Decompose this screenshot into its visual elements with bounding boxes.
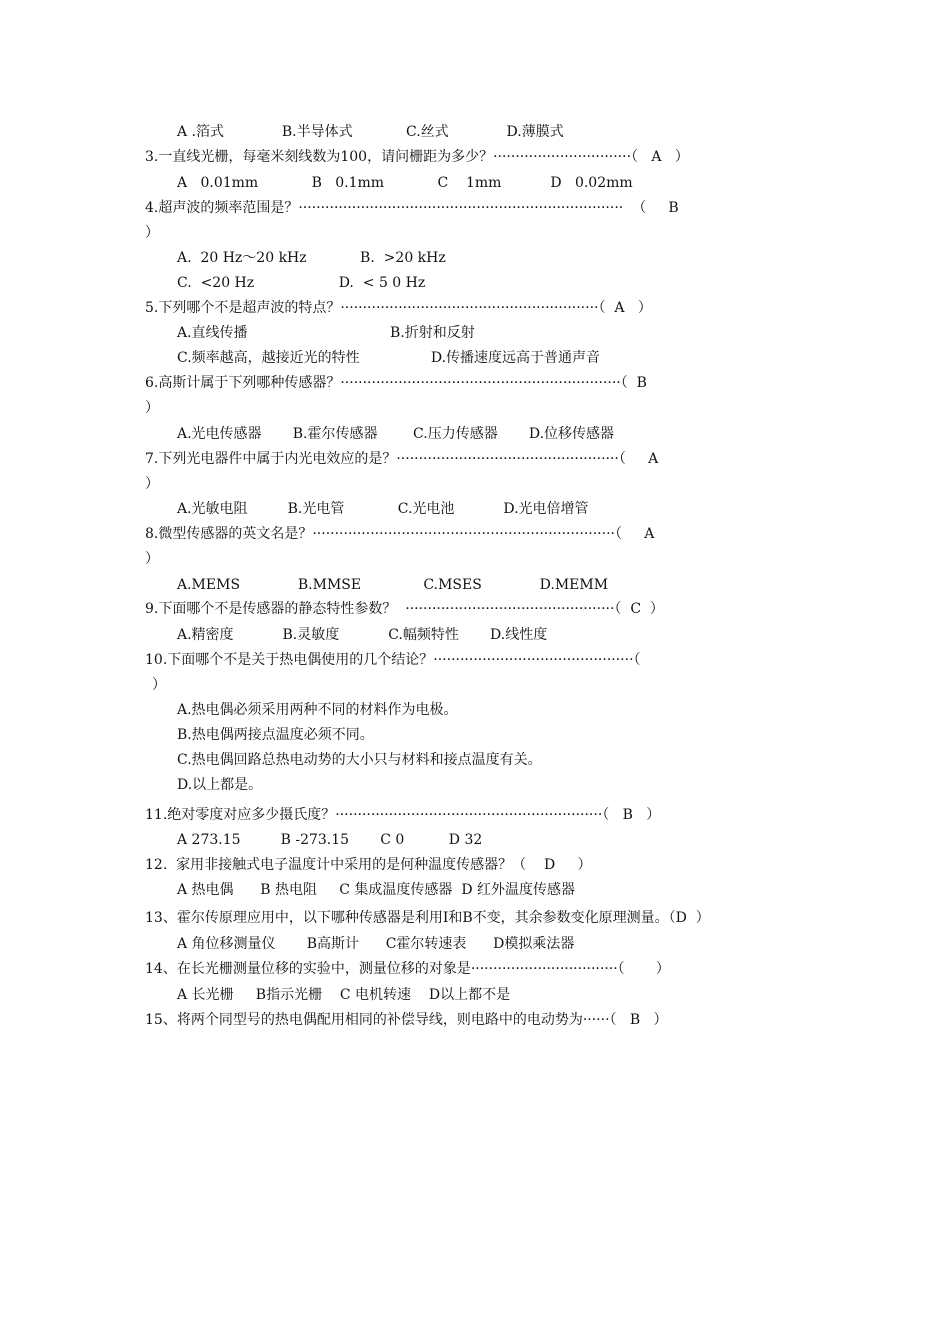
question-5: 5.下列哪个不是超声波的特点？··························································（ A ） <box>145 300 652 316</box>
answer-continuation: ） <box>152 677 166 693</box>
option-line: C.热电偶回路总热电动势的大小只与材料和接点温度有关。 <box>177 752 542 768</box>
option-line: C. <20 Hz D. < 5 0 Hz <box>177 275 426 291</box>
question-13: 13、霍尔传原理应用中，以下哪种传感器是利用I和B不变，其余参数变化原理测量。（D ） <box>145 910 710 926</box>
option-line: A.直线传播 B.折射和反射 <box>177 325 475 341</box>
question-4: 4.超声波的频率范围是？········································································· （ B <box>145 200 679 216</box>
option-line: A .箔式 B.半导体式 C.丝式 D.薄膜式 <box>177 124 564 140</box>
option-line: A.精密度 B.灵敏度 C.幅频特性 D.线性度 <box>177 627 548 643</box>
answer-continuation: ） <box>145 476 159 492</box>
option-line: D.以上都是。 <box>177 777 263 793</box>
question-11: 11.绝对零度对应多少摄氏度？····························································（ B ） <box>145 807 661 823</box>
answer-continuation: ） <box>145 225 159 241</box>
option-line: A.光敏电阻 B.光电管 C.光电池 D.光电倍增管 <box>177 501 589 517</box>
question-9: 9.下面哪个不是传感器的静态特性参数？ ···············································（ C ） <box>145 601 664 617</box>
answer-continuation: ） <box>145 400 159 416</box>
question-12: 12. 家用非接触式电子温度计中采用的是何种温度传感器？（ D ） <box>145 857 592 873</box>
option-line: B.热电偶两接点温度必须不同。 <box>177 727 374 743</box>
option-line: A.MEMS B.MMSE C.MSES D.MEMM <box>177 577 609 593</box>
question-8: 8.微型传感器的英文名是？····································································（ A <box>145 526 655 542</box>
question-14: 14、在长光栅测量位移的实验中，测量位移的对象是·································（ ） <box>145 961 670 977</box>
option-line: A.光电传感器 B.霍尔传感器 C.压力传感器 D.位移传感器 <box>177 426 615 442</box>
option-line: A 角位移测量仪 B高斯计 C霍尔转速表 D模拟乘法器 <box>177 936 575 952</box>
option-line: A.热电偶必须采用两种不同的材料作为电极。 <box>177 702 458 718</box>
option-line: A. 20 Hz～20 kHz B. >20 kHz <box>177 250 446 266</box>
option-line: A 273.15 B -273.15 C 0 D 32 <box>177 832 483 848</box>
option-line: C.频率越高，越接近光的特性 D.传播速度远高于普通声音 <box>177 350 601 366</box>
question-7: 7.下列光电器件中属于内光电效应的是？··················································（ A <box>145 451 659 467</box>
question-6: 6.高斯计属于下列哪种传感器？·······························································（ B <box>145 375 647 391</box>
answer-continuation: ） <box>145 551 159 567</box>
question-15: 15、将两个同型号的热电偶配用相同的补偿导线，则电路中的电动势为······（ B ） <box>145 1012 668 1028</box>
question-3: 3.一直线光栅，每毫米刻线数为100，请问栅距为多少？·······························（ A ） <box>145 149 689 165</box>
question-10: 10.下面哪个不是关于热电偶使用的几个结论？·············································（ <box>145 652 641 668</box>
option-line: A 0.01mm B 0.1mm C 1mm D 0.02mm <box>177 175 633 191</box>
option-line: A 热电偶 B 热电阻 C 集成温度传感器 D 红外温度传感器 <box>177 882 575 898</box>
option-line: A 长光栅 B指示光栅 C 电机转速 D以上都不是 <box>177 987 511 1003</box>
